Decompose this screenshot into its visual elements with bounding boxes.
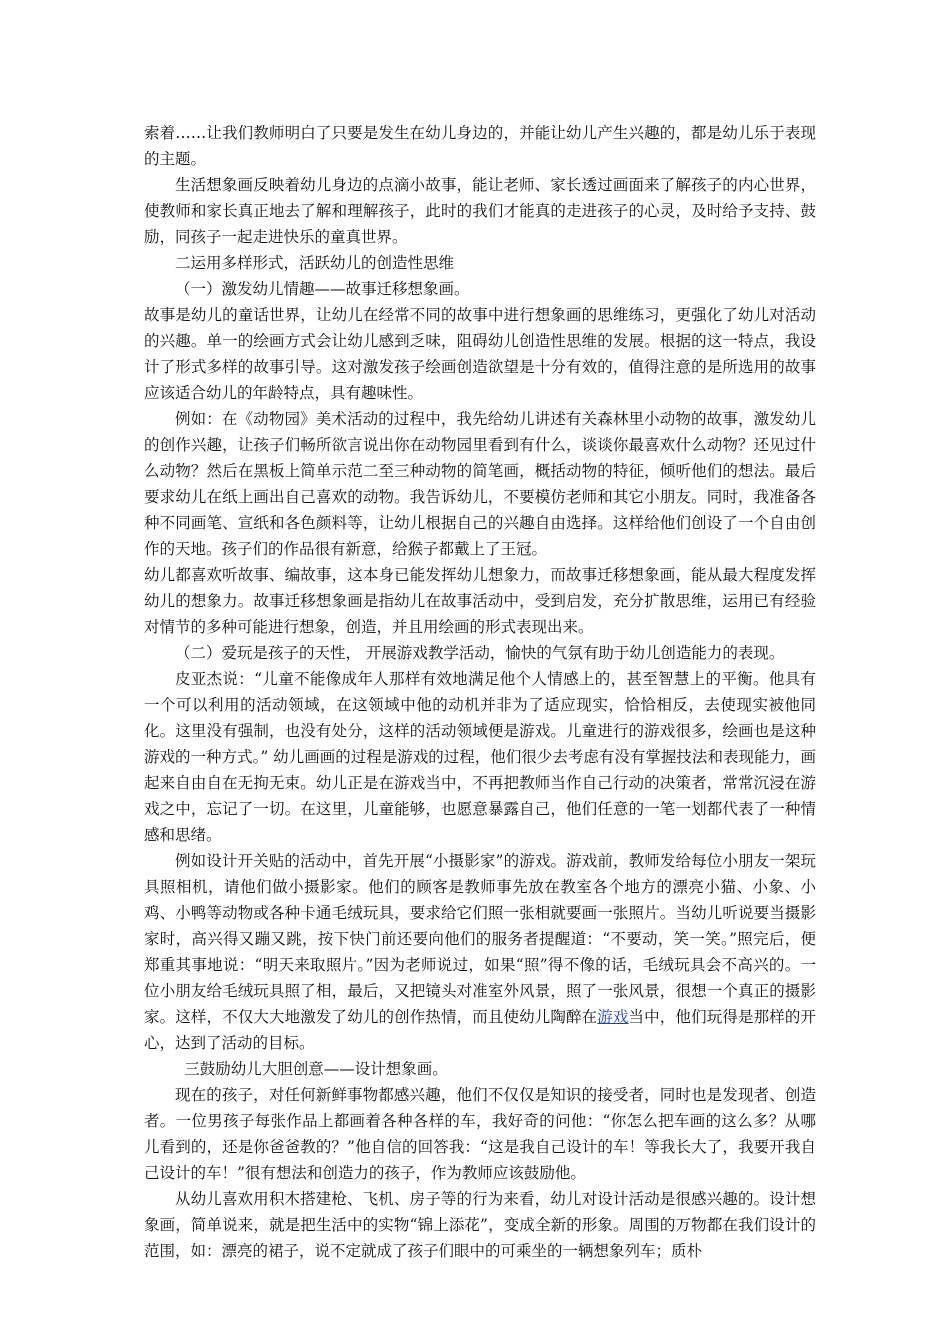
subsection-heading-2-2: （二）爱玩是孩子的天性， 开展游戏教学活动，愉快的气氛有助于幼儿创造能力的表现。 [175,644,785,662]
section-heading-2: 二运用多样形式，活跃幼儿的创造性思维 [175,254,455,272]
paragraph-story-transfer: 幼儿都喜欢听故事、编故事，这本身已能发挥幼儿想象力，而故事迁移想象画，能从最大程度发挥幼儿的想象力。故事迁移想象画是指幼儿在故事活动中，受到启发，充分扩散思维，运用已有经验对情节的多种可能进行想象，创造，并且用绘画的形式表现出来。 [144,566,816,636]
paragraph-life-imagination: 生活想象画反映着幼儿身边的点滴小故事，能让老师、家长透过画面来了解孩子的内心世界，使教师和家长真正地去了解和理解孩子，此时的我们才能真的走进孩子的心灵，及时给予支持、鼓励，同孩子一起走进快乐的童真世界。 [144,176,816,246]
paragraph-continuation: 索着……让我们教师明白了只要是发生在幼儿身边的，并能让幼儿产生兴趣的，都是幼儿乐于表现的主题。 [144,124,816,168]
paragraph-photographer-game [144,848,816,1056]
document-page [144,120,816,1264]
paragraph-boy-cars: 现在的孩子，对任何新鲜事物都感兴趣，他们不仅仅是知识的接受者，同时也是发现者、创造者。一位男孩子每张作品上都画着各种各样的车，我好奇的问他：“你怎么把车画的这么多？从哪儿看到的，还是你爸爸教的？”他自信的回答我：“这是我自己设计的车！等我长大了，我要开我自己设计的车！”很有想法和创造力的孩子，作为教师应该鼓励他。 [144,1086,816,1182]
paragraph-piaget: 皮亚杰说：“儿童不能像成年人那样有效地满足他个人情感上的，甚至智慧上的平衡。他具有一个可以利用的活动领域，在这领域中他的动机并非为了适应现实，恰恰相反，去使现实被他同化。这里没有强制，也没有处分，这样的活动领域便是游戏。儿童进行的游戏很多，绘画也是这种游戏的一种方式。” 幼儿画画的过程是游戏的过程，他们很少去考虑有没有掌握技法和表现能力，画起来自由自在无拘无束。幼儿正是在游戏当中，不再把教师当作自己行动的决策者，常常沉浸在游戏之中，忘记了一切。在这里，儿童能够，也愿意暴露自己，他们任意的一笔一划都代表了一种情感和思绪。 [144,670,816,844]
game-link[interactable]: 游戏 [597,1008,629,1026]
paragraph-design-imagination: 从幼儿喜欢用积木搭建枪、飞机、房子等的行为来看，幼儿对设计活动是很感兴趣的。设计想象画，简单说来，就是把生活中的实物“锦上添花”，变成全新的形象。周围的万物都在我们设计的范围，如：漂亮的裙子，说不定就成了孩子们眼中的可乘坐的一辆想象列车；质朴 [144,1190,816,1260]
paragraph-text-after-link: 当中，他们玩得是那样的开心，达到了活动的目标。 [144,1008,816,1052]
paragraph-story-world: 故事是幼儿的童话世界，让幼儿在经常不同的故事中进行想象画的思维练习，更强化了幼儿对活动的兴趣。单一的绘画方式会让幼儿感到乏味，阻碍幼儿创造性思维的发展。根据的这一特点，我设计了形式多样的故事引导。这对激发孩子绘画创造欲望是十分有效的，值得注意的是所选用的故事应该适合幼儿的年龄特点，具有趣味性。 [144,306,816,402]
subsection-heading-2-1: （一）激发幼儿情趣——故事迁移想象画。 [175,280,470,298]
paragraph-text-before-link: 例如设计开关贴的活动中，首先开展“小摄影家”的游戏。游戏前，教师发给每位小朋友一架玩具照相机，请他们做小摄影家。他们的顾客是教师事先放在教室各个地方的漂亮小猫、小象、小鸡、小鸭等动物或各种卡通毛绒玩具，要求给它们照一张相就要画一张照片。当幼儿听说要当摄影家时，高兴得又蹦又跳，按下快门前还要向他们的服务者提醒道：“不要动，笑一笑。”照完后，便郑重其事地说：“明天来取照片。”因为老师说过，如果“照”得不像的话，毛绒玩具会不高兴的。一位小朋友给毛绒玩具照了相，最后，又把镜头对准室外风景，照了一张风景，很想一个真正的摄影家。这样，不仅大大地激发了幼儿的创作热情，而且使幼儿陶醉在 [144,852,816,1026]
section-heading-3: 三鼓励幼儿大胆创意——设计想象画。 [184,1060,448,1078]
paragraph-zoo-example: 例如：在《动物园》美术活动的过程中，我先给幼儿讲述有关森林里小动物的故事，激发幼儿的创作兴趣，让孩子们畅所欲言说出你在动物园里看到有什么，谈谈你最喜欢什么动物？还见过什么动物？然后在黑板上简单示范二至三种动物的简笔画，概括动物的特征，倾听他们的想法。最后要求幼儿在纸上画出自己喜欢的动物。我告诉幼儿，不要模仿老师和其它小朋友。同时，我准备各种不同画笔、宣纸和各色颜料等，让幼儿根据自己的兴趣自由选择。这样给他们创设了一个自由创作的天地。孩子们的作品很有新意，给猴子都戴上了王冠。 [144,410,816,558]
